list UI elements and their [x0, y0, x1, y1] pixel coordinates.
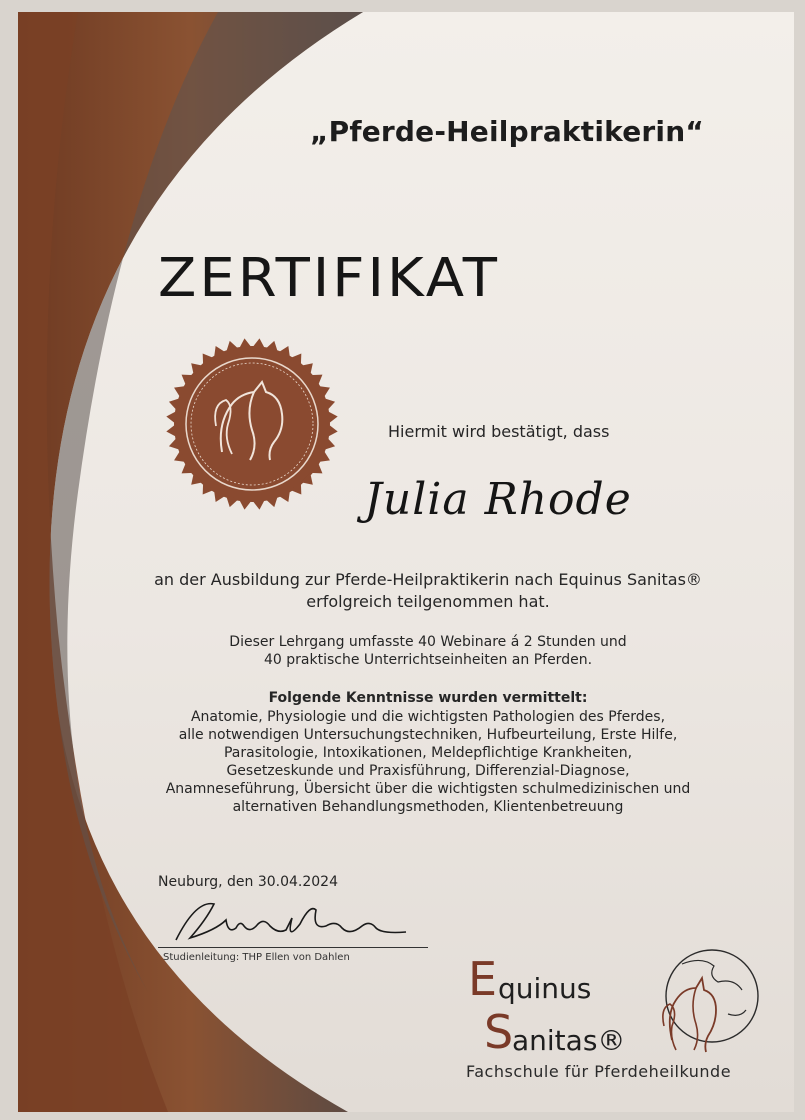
- signature-caption: Studienleitung: THP Ellen von Dahlen: [163, 952, 350, 963]
- course-line-2: 40 praktische Unterrichtseinheiten an Pferden.: [263, 652, 593, 668]
- certificate-title: ZERTIFIKAT: [158, 247, 500, 310]
- logo-initial-s: S: [484, 1005, 514, 1059]
- logo-initial-e: E: [468, 952, 498, 1006]
- confirmation-text: Hiermit wird bestätigt, dass: [388, 422, 610, 441]
- handwritten-signature: [166, 890, 416, 950]
- globe-horse-icon: [642, 944, 762, 1054]
- recipient-name: Julia Rhode: [364, 474, 632, 525]
- course-line-1: Dieser Lehrgang umfasste 40 Webinare á 2 Stunden und: [229, 634, 627, 650]
- participation-line-1: an der Ausbildung zur Pferde-Heilpraktikerin nach Equinus Sanitas®: [154, 570, 702, 589]
- logo-word-1: quinus: [498, 972, 592, 1005]
- knowledge-line: Anamneseführung, Übersicht über die wichtigsten schulmedizinischen und: [165, 781, 691, 797]
- knowledge-heading: Folgende Kenntnisse wurden vermittelt:: [268, 690, 588, 706]
- knowledge-line: Anatomie, Physiologie und die wichtigsten Pathologien des Pferdes,: [190, 709, 666, 725]
- logo-word-2: anitas®: [512, 1024, 626, 1057]
- knowledge-line: alle notwendigen Untersuchungstechniken, Hufbeurteilung, Erste Hilfe,: [178, 727, 678, 743]
- knowledge-line: Gesetzeskunde und Praxisführung, Differenzial-Diagnose,: [226, 763, 630, 779]
- certificate-page: [18, 12, 794, 1112]
- participation-line-2: erfolgreich teilgenommen hat.: [306, 592, 550, 611]
- knowledge-line: alternativen Behandlungsmethoden, Klientenbetreuung: [232, 799, 624, 815]
- knowledge-line: Parasitologie, Intoxikationen, Meldepflichtige Krankheiten,: [223, 745, 633, 761]
- certificate-subtitle: „Pferde-Heilpraktikerin“: [310, 115, 704, 148]
- place-date: Neuburg, den 30.04.2024: [158, 874, 338, 890]
- signature-line: [158, 947, 428, 948]
- logo-tagline: Fachschule für Pferdeheilkunde: [466, 1062, 732, 1081]
- seal-icon: [162, 334, 342, 514]
